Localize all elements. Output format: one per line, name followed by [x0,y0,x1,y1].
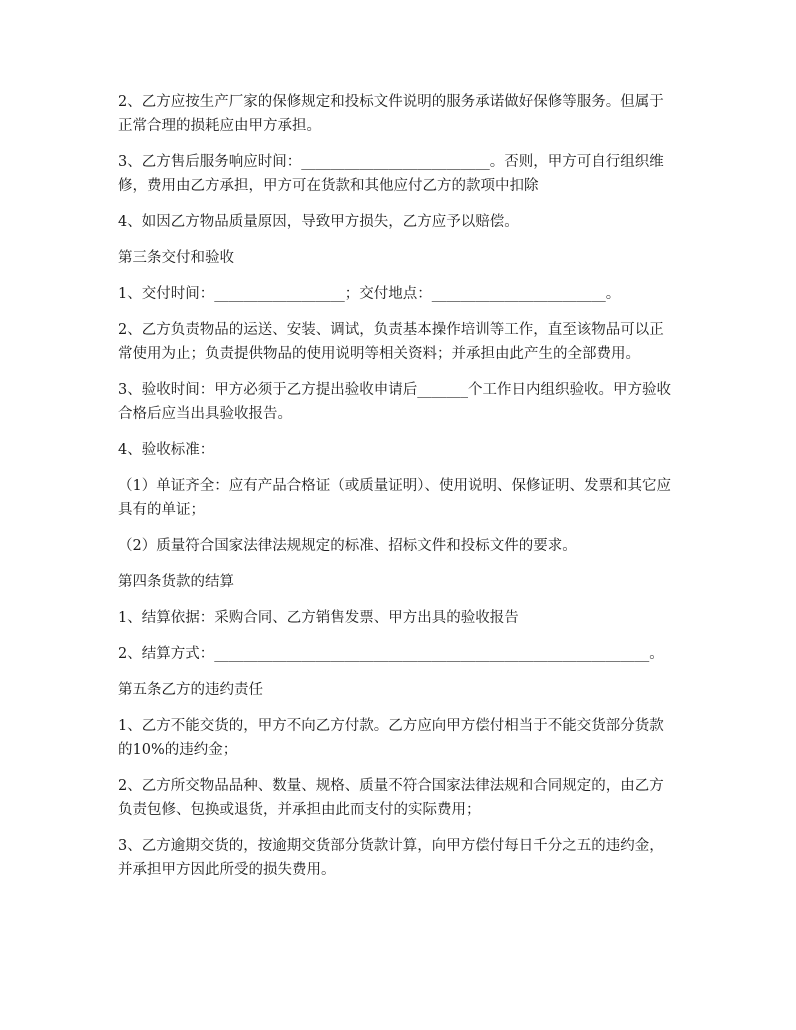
clause-delivery-time-place: 1、交付时间：__________________；交付地点：________________________。 [118,286,621,302]
section-heading-liability: 第五条乙方的违约责任 [118,682,263,698]
clause-non-delivery: 1、乙方不能交货的，甲方不向乙方付款。乙方应向甲方偿付相当于不能交货部分货款的10%的违约金； [118,718,664,758]
clause-late-delivery: 3、乙方逾期交货的，按逾期交货部分货款计算，向甲方偿付每日千分之五的违约金，并承担甲方因此所受的损失费用。 [118,838,664,878]
clause-acceptance-time: 3、验收时间：甲方必须于乙方提出验收申请后_______个工作日内组织验收。甲方验收合格后应当出具验收报告。 [118,382,671,422]
clause-settlement-method: 2、结算方式：____________________________________________________________。 [118,646,664,662]
section-heading-settlement: 第四条货款的结算 [118,574,234,590]
document-page [118,90,678,894]
clause-settlement-basis: 1、结算依据：采购合同、乙方销售发票、甲方出具的验收报告 [118,610,519,626]
clause-nonconforming-goods: 2、乙方所交物品品种、数量、规格、质量不符合国家法律法规和合同规定的，由乙方负责包修、包换或退货，并承担由此而支付的实际费用； [118,778,664,818]
clause-documents: （1）单证齐全：应有产品合格证（或质量证明）、使用说明、保修证明、发票和其它应具有的单证； [118,478,671,518]
clause-response-time: 3、乙方售后服务响应时间：__________________________。否则，甲方可自行组织维修，费用由乙方承担，甲方可在货款和其他应付乙方的款项中扣除 [118,154,664,194]
section-heading-delivery: 第三条交付和验收 [118,250,234,266]
clause-warranty-service: 2、乙方应按生产厂家的保修规定和投标文件说明的服务承诺做好保修等服务。但属于正常合理的损耗应由甲方承担。 [118,94,664,134]
clause-quality-compensation: 4、如因乙方物品质量原因，导致甲方损失，乙方应予以赔偿。 [118,214,519,230]
clause-acceptance-standard: 4、验收标准： [118,442,215,458]
clause-installation: 2、乙方负责物品的运送、安装、调试，负责基本操作培训等工作，直至该物品可以正常使用为止；负责提供物品的使用说明等相关资料；并承担由此产生的全部费用。 [118,322,664,362]
clause-quality-standard: （2）质量符合国家法律法规规定的标准、招标文件和投标文件的要求。 [118,538,577,554]
